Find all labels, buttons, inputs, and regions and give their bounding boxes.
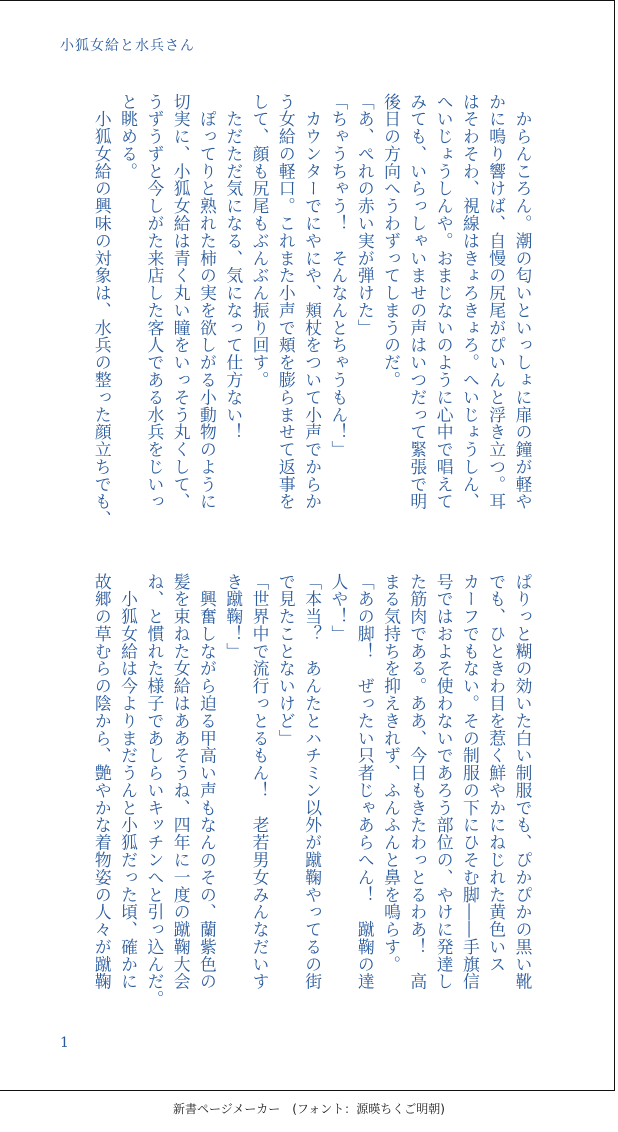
vertical-text-lower: ぱりっと糊の効いた白い制服でも、ぴかぴかの黒い靴 でも、ひときわ目を惹く鮮やかにねじれた黄色いス カーフでもない。その制服の下にひそむ脚――手旗信 号ではおよそ使わないであろう部位の、やけに発達し た筋肉である。ああ、今日もきたわっとるわあ！ 高 まる気持ちを抑えきれず、ふんふんと鼻を鳴らす。 「あの脚！ ぜったい只者じゃあらへん！ 蹴鞠の達 人や！」 「本当？ あんたとハチミン以外が蹴鞠やってるの街 で見たことないけど」 「世界中で流行っとるもん！ 老若男女みんなだいす き蹴鞠！」 興奮しながら迫る甲高い声もなんのその、蘭紫色の 髪を束ねた女給はああそうね、四年に一度の蹴鞠大会 ね、と慣れた様子であしらいキッチンへと引っ込んだ。 小狐女給は今よりまだうんと小狐だった頃、確かに 故郷の草むらの陰から、艶やかな着物姿の人々が蹴鞠 (92, 573, 533, 1008)
vertical-text-upper: からんころん。潮の匂いといっしょに扉の鐘が軽や かに鳴り響けば、自慢の尻尾がぴいんと浮き立つ。耳 はそわそわ、視線はきょろきょろ。へいじょうしん、 へいじょうしんや。おまじないのように心中で唱えて みても、いらっしゃいませの声はいつだって緊張で明 後日の方向へうわずってしまうのだ。 「あ、ぺれの赤い実が弾けた」 「ちゃうちゃう！ そんなんとちゃうもん！」 カウンターでにやにや、頬杖をついて小声でからか う女給の軽口。これまた小声で頬を膨らませて返事を して、顔も尻尾もぶんぶん振り回す。 ただただ気になる、気になって仕方ない！ ぽってりと熟れた柿の実を欲しがる小動物のように 切実に、小狐女給は青く丸い瞳をいっそう丸くして、 うずうずと今しがた来店した客人である水兵をじいっ と眺める。 小狐女給の興味の対象は、水兵の整った顔立ちでも、 (92, 93, 533, 528)
generator-credit: 新書ページメーカー (フォント：源暎ちくご明朝) (173, 1102, 445, 1116)
running-header: 小狐女給と水兵さん (60, 38, 195, 54)
page-number: 1 (60, 1035, 69, 1051)
